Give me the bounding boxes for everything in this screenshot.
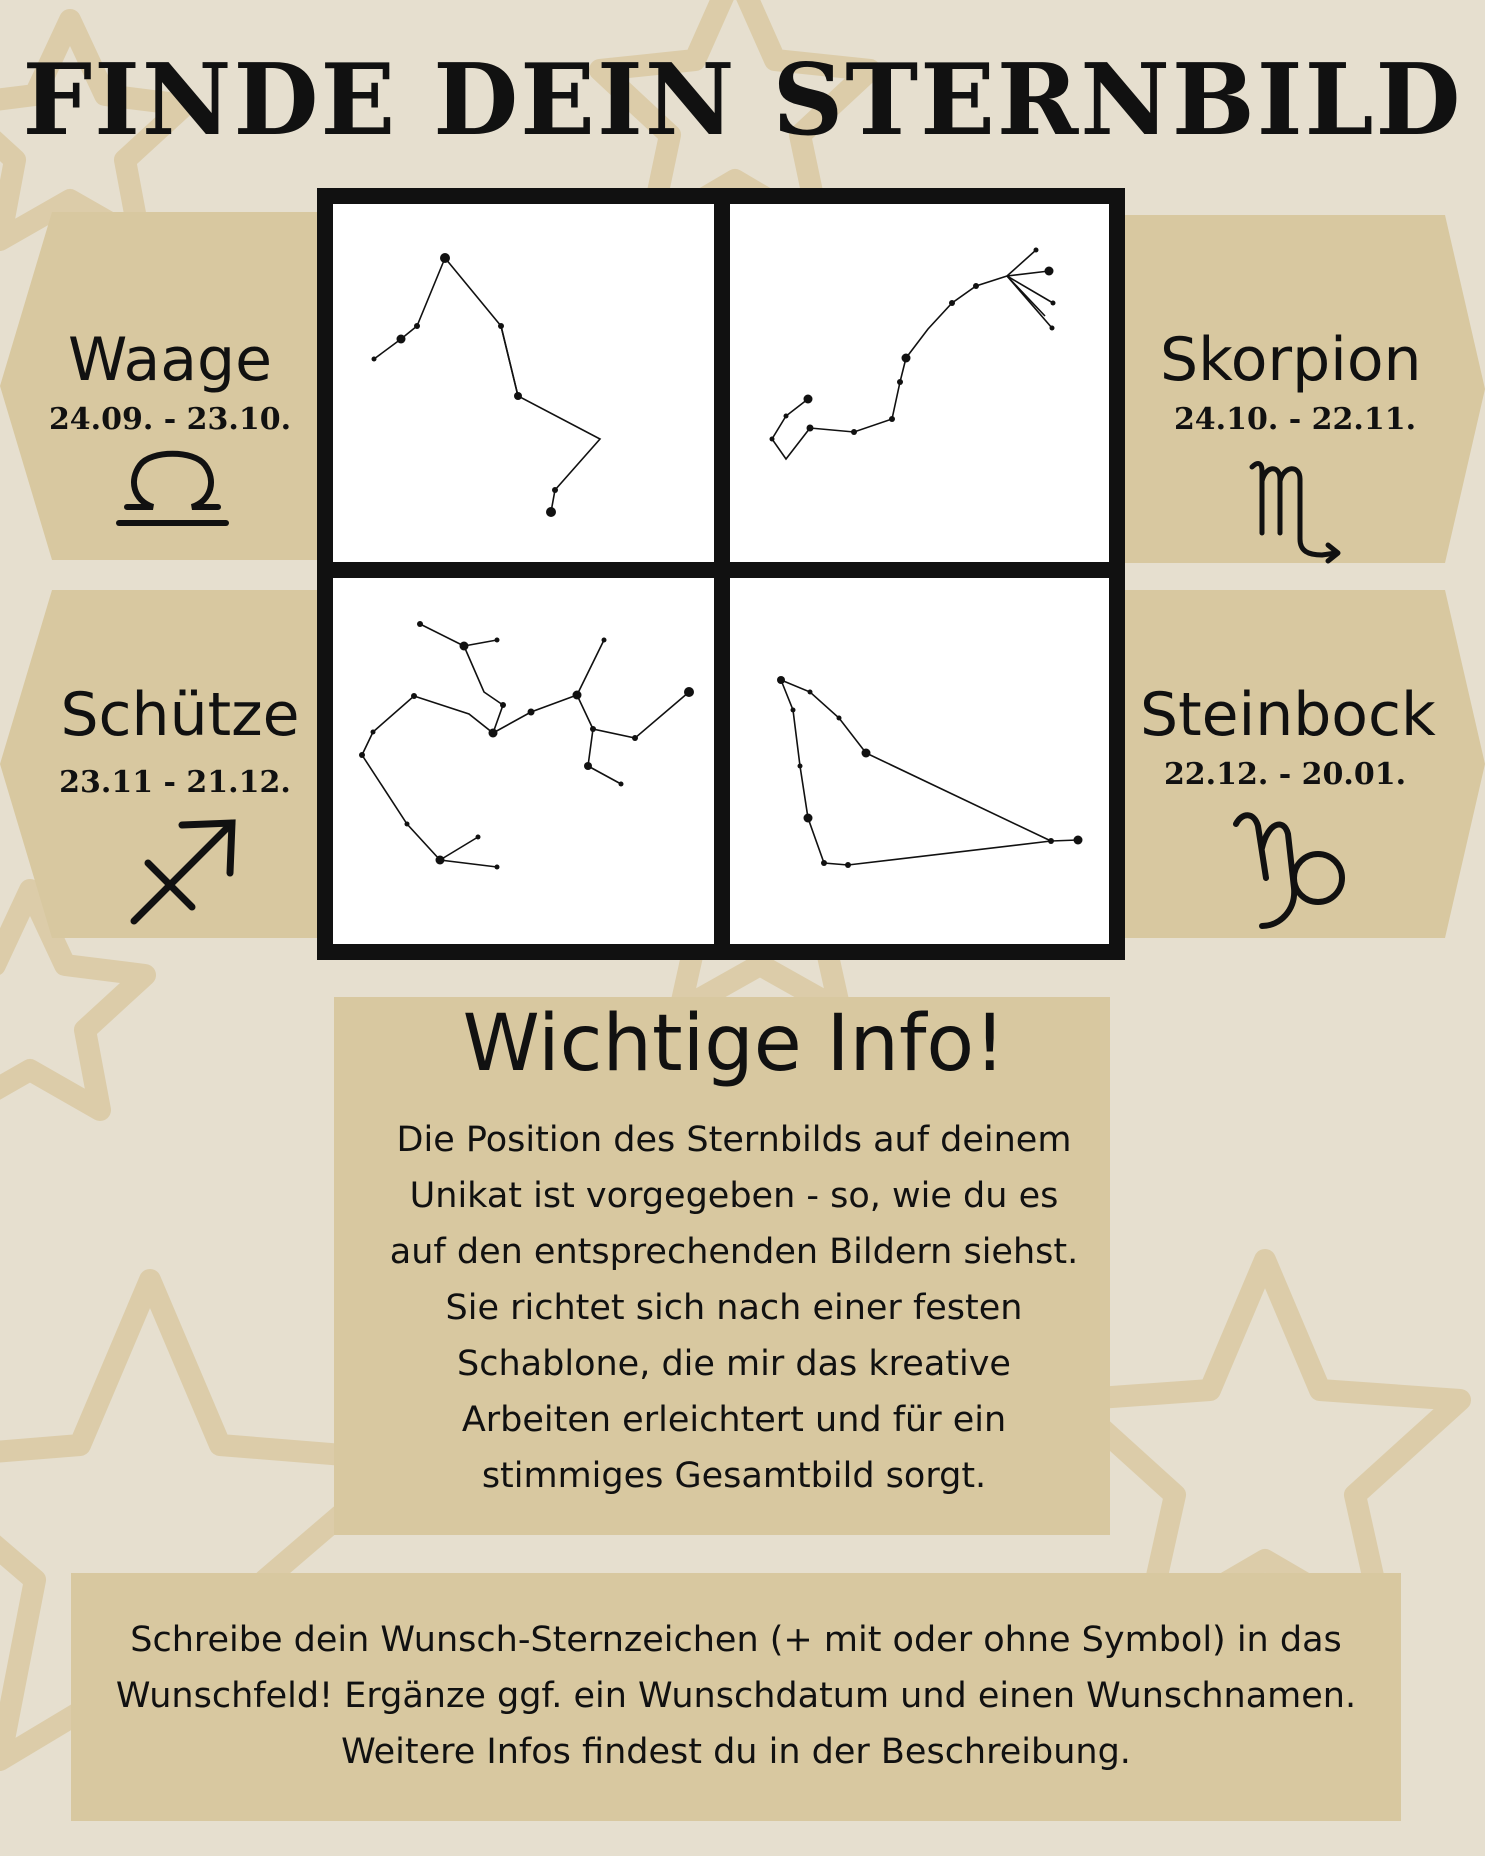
scorpio-icon (1248, 455, 1348, 565)
capricorn-icon (1232, 808, 1352, 933)
sign-date-skorpion: 24.10. - 22.11. (1173, 402, 1417, 437)
page-title: FINDE DEIN STERNBILD (22, 43, 1463, 158)
sign-name-skorpion: Skorpion (1160, 325, 1422, 395)
constellation-grid (317, 188, 1125, 960)
sign-name-waage: Waage (67, 325, 273, 395)
constellation-skorpion (730, 204, 1109, 562)
info-line: Arbeiten erleichtert und für ein (461, 1400, 1007, 1440)
sign-date-waage: 24.09. - 23.10. (48, 402, 292, 437)
constellation-waage (333, 204, 714, 562)
info-title: Wichtige Info! (462, 999, 1006, 1089)
libra-icon (115, 445, 230, 530)
sign-date-schuetze: 23.11 - 21.12. (59, 765, 291, 800)
info-line: Unikat ist vorgegeben - so, wie du es (409, 1176, 1059, 1216)
constellation-schuetze (333, 578, 714, 944)
constellation-steinbock (730, 578, 1109, 944)
info-line: Sie richtet sich nach einer festen (445, 1288, 1023, 1328)
info-line: stimmiges Gesamtbild sorgt. (481, 1456, 987, 1496)
info-text (344, 1112, 1124, 1504)
info-line: auf den entsprechenden Bildern siehst. (389, 1232, 1079, 1272)
note-line: Schreibe dein Wunsch-Sternzeichen (+ mit oder ohne Symbol) in das (130, 1620, 1342, 1660)
note-line: Wunschfeld! Ergänze ggf. ein Wunschdatum und einen Wunschnamen. (115, 1676, 1357, 1716)
info-line: Schablone, die mir das kreative (457, 1344, 1011, 1384)
sign-name-steinbock: Steinbock (1140, 680, 1436, 750)
sagittarius-icon (128, 815, 240, 927)
sign-date-steinbock: 22.12. - 20.01. (1163, 757, 1407, 792)
sign-name-schuetze: Schütze (60, 680, 300, 750)
info-line: Die Position des Sternbilds auf deinem (396, 1120, 1072, 1160)
note-line: Weitere Infos findest du in der Beschreibung. (341, 1732, 1131, 1772)
note-text (71, 1612, 1401, 1780)
